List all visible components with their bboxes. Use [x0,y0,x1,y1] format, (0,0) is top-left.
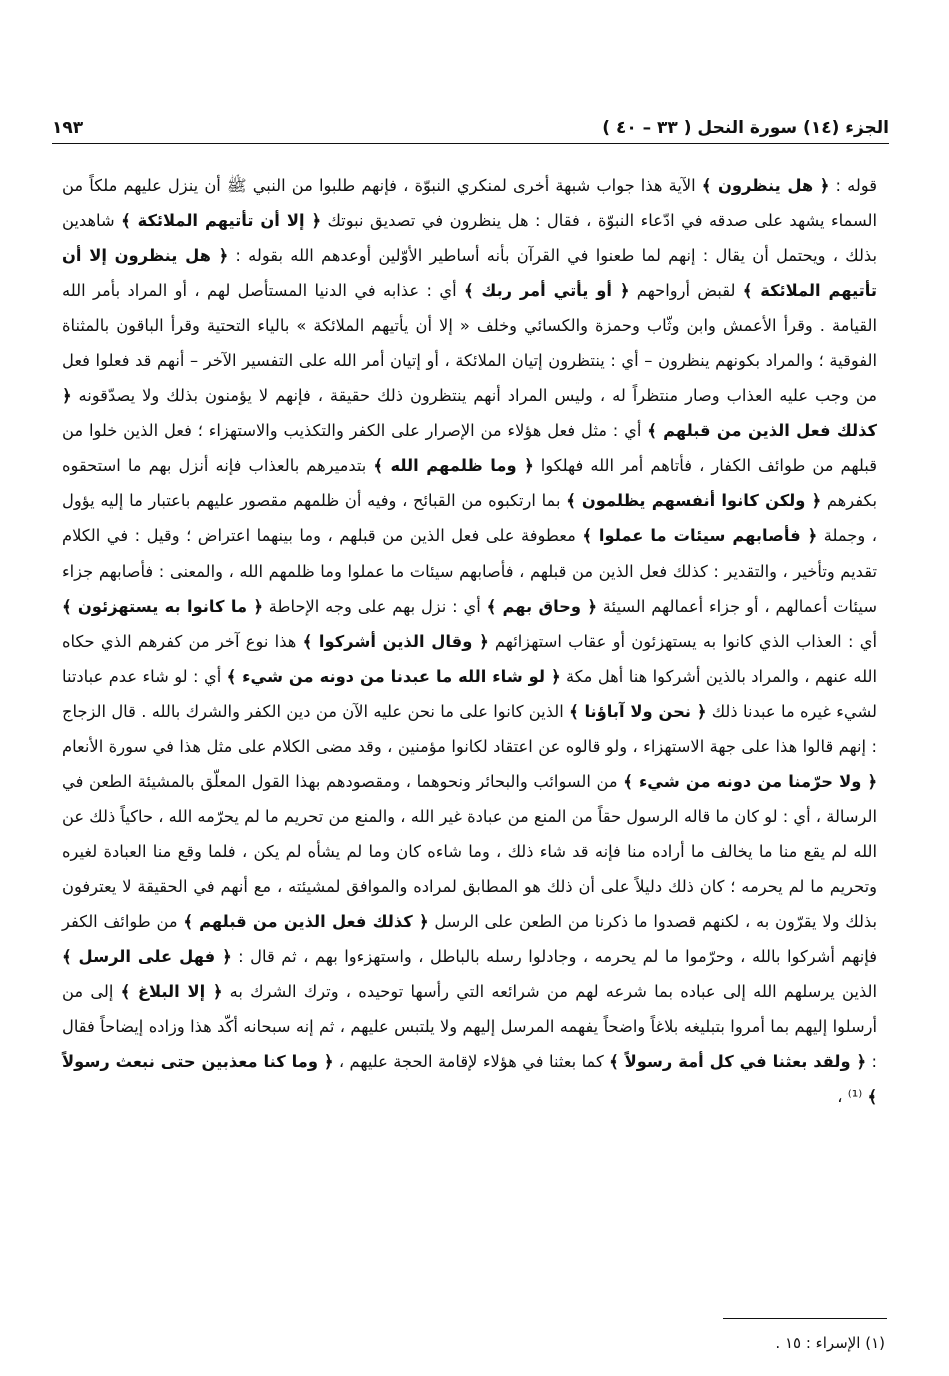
header-divider [52,143,889,144]
footnote: (١) الإسراء : ١٥ . [775,1334,885,1352]
commentary-text: بتدميرهم بالعذاب فإنه أنزل بهم ما استحقوه بكفرهم [62,456,878,511]
commentary-text: أي : عذابه في الدنيا المستأصل لهم ، أو المراد بأمر الله القيامة . وقرأ الأعمش وابن وثّاب وحمزة والكسائي وخلف « إلا أن يأتيهم الملائكة » بالياء التحتية وقرأ الباقون بالمثناة الفوقية ؛ والمراد بكونهم ينظرون – أي : ينتظرون إتيان الملائكة ، أو إتيان أمر الله على التفسير الآخر – أنهم قد فعلوا فعل من وجب عليه العذاب وصار منتظراً له ، وليس المراد أنهم ينتظرون ذلك حقيقة ، فإنهم لا يؤمنون بذلك ولا يصدّقونه [62,281,877,406]
commentary-text: أي : لو شاء عدم عبادتنا لشيء غيره ما عبدنا ذلك [62,666,877,721]
commentary-text: الآية هذا جواب شبهة أخرى لمنكري النبوّة ، فإنهم طلبوا من النبي ﷺ أن ينزل عليهم ملكاً من السماء يشهد على صدقه في ادّعاء النبوّة ، فقال : هل ينظرون في تصديق نبوتك [62,176,877,231]
commentary-text: هذا نوع آخر من كفرهم الذي حكاه الله عنهم ، والمراد بالذين أشركوا هنا أهل مكة [62,631,877,686]
quran-verse: ﴿ وحاق بهم ﴾ [486,596,597,616]
quran-verse: ﴿ ولا حرّمنا من دونه من شيء ﴾ [623,771,877,791]
quran-verse: ﴿ إلا البلاغ ﴾ [120,982,223,1002]
quran-verse: ﴿ أو يأتي أمر ربك ﴾ [464,281,630,301]
page-header [52,104,889,138]
commentary-text: أي : العذاب الذي كانوا به يستهزئون أو عقاب استهزائهم [488,631,877,651]
quran-verse: ﴿ ما كانوا به يستهزئون ﴾ [62,596,263,616]
commentary-text: لقبض أرواحهم [629,281,743,301]
quran-verse: ﴿ وما كنا معذبين حتى نبعث رسولاً ﴾ [62,1052,877,1107]
commentary-text: شاهدين بذلك ، ويحتمل أن يقال : إنهم لما طعنوا في القرآن بأنه أساطير الأوّلين أوعدهم الله بقوله : [62,211,877,266]
commentary-text: ⁽¹⁾ ، [837,1087,868,1107]
quran-verse: ﴿ كذلك فعل الذين من قبلهم ﴾ [183,911,429,931]
quran-verse: ﴿ لو شاء الله ما عبدنا من دونه من شيء ﴾ [226,666,561,686]
quran-verse: ﴿ فأصابهم سيئات ما عملوا ﴾ [582,526,818,546]
commentary-body [62,168,877,1114]
commentary-text: معطوفة على فعل الذين من قبلهم ، وما بينهما اعتراض ؛ وقيل : في الكلام تقديم وتأخير ، والتقدير : كذلك فعل الذين من قبلهم ، فأصابهم سيئات ما عملوا وما ظلمهم الله ، والمعنى : فأصابهم جزاء سيئات أعمالهم ، أو جزاء أعمالهم السيئة [62,526,877,616]
quran-verse: ﴿ إلا أن تأتيهم الملائكة ﴾ [121,211,322,231]
commentary-text: أي : مثل فعل هؤلاء من الإصرار على الكفر والتكذيب والاستهزاء ؛ فعل الذين خلوا من قبلهم من طوائف الكفار ، فأتاهم أمر الله فهلكوا [62,421,877,476]
quran-verse: ﴿ ولكن كانوا أنفسهم يظلمون ﴾ [566,491,822,511]
commentary-text: الذين كانوا على ما نحن عليه الآن من دين الكفر والشرك بالله . قال الزجاج : إنهم قالوا هذا على جهة الاستهزاء ، ولو قالوه عن اعتقاد لكانوا مؤمنين ، وقد مضى الكلام على مثل هذا في سورة الأنعام [62,701,877,756]
quran-verse: ﴿ هل ينظرون ﴾ [701,176,830,195]
quran-verse: ﴿ وقال الذين أشركوا ﴾ [302,631,489,651]
commentary-text: إلى من أرسلوا إليهم بما أمروا بتبليغه بلاغاً واضحاً يفهمه المرسل إليهم ولا يلتبس عليهم ، ثم إنه سبحانه أكّد هذا وزاده إيضاحاً فقال : [62,982,877,1072]
commentary-text: أي : نزل بهم على وجه الإحاطة [262,596,487,616]
commentary-text: كما بعثنا في هؤلاء لإقامة الحجة عليهم ، [333,1052,610,1072]
quran-verse: ﴿ ولقد بعثنا في كل أمة رسولاً ﴾ [609,1052,867,1072]
quran-verse: ﴿ فهل على الرسل ﴾ [62,947,232,967]
quran-verse: ﴿ هل ينظرون إلا أن تأتيهم الملائكة ﴾ [62,246,877,301]
commentary-text: قوله : [829,176,877,195]
footnote-divider [723,1318,887,1319]
running-title: الجزء (١٤) سورة النحل ( ٣٣ – ٤٠ ) [602,118,889,138]
quran-verse: ﴿ وما ظلمهم الله ﴾ [373,456,534,476]
paragraph [62,168,877,1114]
commentary-text: من السوائب والبحائر ونحوهما ، ومقصودهم بهذا القول المعلّق بالمشيئة الطعن في الرسالة ، أي : لو كان ما قاله الرسول حقاً من المنع من عبادة غير الله ، والمنع من تحريم ما لم يحرّمه الله ، حاكياً ذلك عن الله لم يقع منا ما يخالف ما أراده منا فإنه قد شاء ذلك ، وما شاءه كان وما لم يشأه لم يكن ، فلما وقع منا العبادة لغيره وتحريم ما لم يحرمه ؛ كان ذلك دليلاً على أن ذلك هو المطابق لمراده والموافق لمشيئته ، مع أنهم في الحقيقة لا يعترفون بذلك ولا يقرّون به ، لكنهم قصدوا ما ذكرنا من الطعن على الرسل [62,771,877,931]
commentary-text: بما ارتكبوه من القبائح ، وفيه أن ظلمهم مقصور عليهم باعتبار ما إليه يؤول ، وجملة [62,491,877,546]
commentary-text: الذين يرسلهم الله إلى عباده بما شرعه لهم من شرائعه التي رأسها توحيده ، وترك الشرك به [222,982,877,1002]
commentary-text: من طوائف الكفر فإنهم أشركوا بالله ، وحرّموا ما لم يحرمه ، وجادلوا رسله بالباطل ، واستهزءوا بهم ، ثم قال : [62,911,877,967]
quran-verse: ﴿ نحن ولا آباؤنا ﴾ [569,701,707,721]
page-number: ١٩٣ [52,118,84,138]
quran-verse: ﴿ كذلك فعل الذين من قبلهم ﴾ [62,386,877,441]
